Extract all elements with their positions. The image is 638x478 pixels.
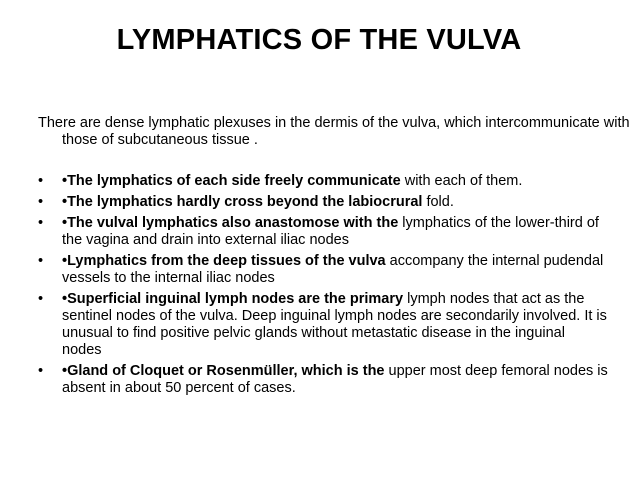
- bullet-bold-text: Lymphatics from the deep tissues of the vulva: [67, 253, 386, 269]
- bullet-marker: •: [38, 253, 44, 269]
- bullet-item: [38, 291, 608, 359]
- bullet-bold-text: The lymphatics hardly cross beyond the labiocrural: [67, 194, 423, 210]
- bullet-text: with each of them.: [400, 173, 523, 189]
- bullet-text: accompany the internal pudendal vessels to the internal iliac nodes: [62, 253, 604, 286]
- inner-bullet-marker: •: [62, 291, 68, 307]
- bullet-marker: •: [38, 215, 44, 231]
- bullet-bold-text: Superficial inguinal lymph nodes are the primary: [67, 291, 404, 307]
- bullet-text: upper most deep femoral nodes is absent in about 50 percent of cases.: [62, 363, 608, 396]
- bullet-bold-text: The lymphatics of each side freely communicate: [67, 173, 401, 189]
- inner-bullet-marker: •: [62, 253, 68, 269]
- bullet-item: [38, 173, 608, 190]
- bullet-marker: •: [38, 363, 44, 379]
- bullet-bold-text: Gland of Cloquet or Rosenmüller, which is the: [67, 363, 385, 379]
- bullet-marker: •: [38, 291, 44, 307]
- bullet-text: lymphatics of the lower-third of the vagina and drain into external iliac nodes: [62, 215, 599, 248]
- bullet-marker: •: [38, 173, 44, 189]
- bullet-item: [38, 363, 608, 397]
- bullet-bold-text: The vulval lymphatics also anastomose with the: [67, 215, 399, 231]
- inner-bullet-marker: •: [62, 173, 68, 189]
- intro-paragraph: There are dense lymphatic plexuses in the dermis of the vulva, which intercommunicate with those of subcutaneous tissue .: [38, 115, 630, 148]
- bullet-list: [38, 173, 608, 401]
- bullet-item: [38, 215, 608, 249]
- inner-bullet-marker: •: [62, 215, 68, 231]
- bullet-item: [38, 253, 608, 287]
- inner-bullet-marker: •: [62, 363, 68, 379]
- bullet-marker: •: [38, 194, 44, 210]
- bullet-text: lymph nodes that act as the sentinel nodes of the vulva. Deep inguinal lymph nodes are secondarily involved. It is unusual to find positive pelvic glands without metastatic disease in the inguinal nodes: [62, 291, 607, 358]
- bullet-text: fold.: [422, 194, 454, 210]
- inner-bullet-marker: •: [62, 194, 68, 210]
- slide-title: LYMPHATICS OF THE VULVA: [116, 24, 522, 56]
- bullet-item: [38, 194, 608, 211]
